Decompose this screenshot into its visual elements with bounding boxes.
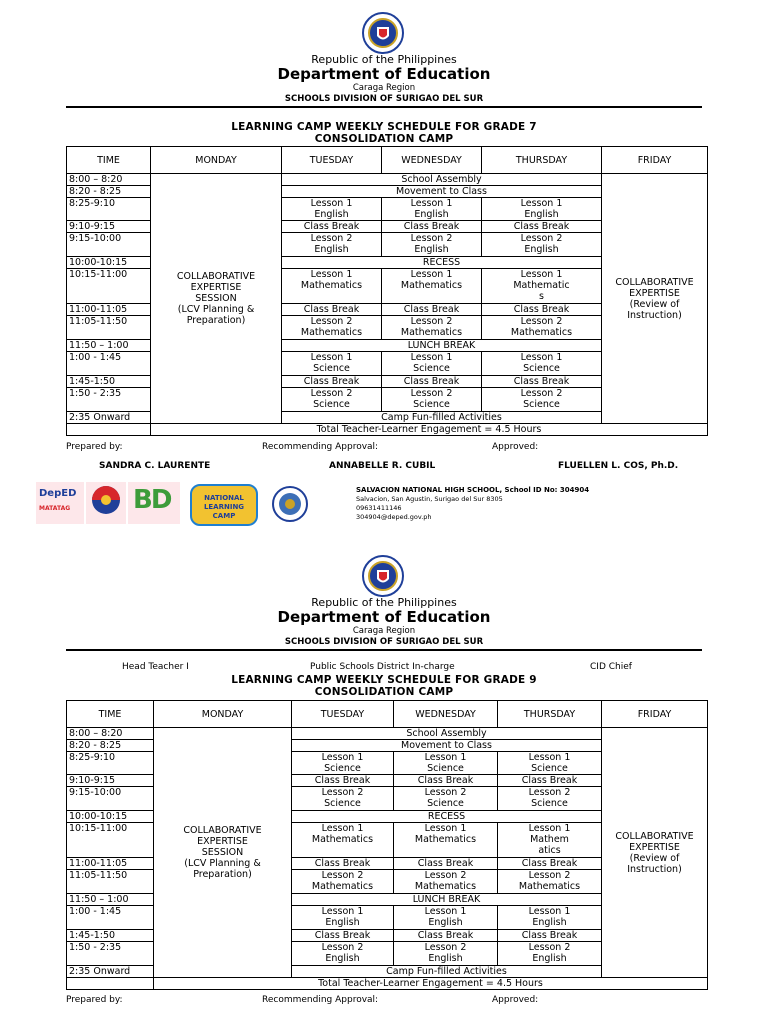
- lesson-cell-thu: Lesson 2 Science: [482, 388, 602, 412]
- lesson-cell-wed: Lesson 2 English: [382, 233, 482, 257]
- column-header-monday: MONDAY: [151, 147, 282, 174]
- time-cell: 9:15-10:00: [67, 233, 151, 257]
- time-cell: 11:00-11:05: [67, 304, 151, 316]
- time-cell: 11:50 – 1:00: [67, 894, 154, 906]
- lesson-cell-tue: Lesson 2 Science: [282, 388, 382, 412]
- time-cell: 8:25-9:10: [67, 198, 151, 221]
- header-divider: [66, 649, 702, 651]
- lesson-cell-thu: Lesson 1 English: [498, 906, 602, 930]
- time-cell: 9:10-9:15: [67, 775, 154, 787]
- lesson-cell-tue: Lesson 2 Mathematics: [282, 316, 382, 340]
- time-cell: 11:05-11:50: [67, 870, 154, 894]
- lesson-cell-tue: Lesson 1 Mathematics: [282, 269, 382, 304]
- lesson-cell-wed: Lesson 2 English: [394, 942, 498, 966]
- lesson-cell-wed: Lesson 2 Mathematics: [382, 316, 482, 340]
- lesson-cell-wed: Lesson 1 Science: [382, 352, 482, 376]
- schedule-table: [66, 700, 708, 990]
- division-name: SCHOOLS DIVISION OF SURIGAO DEL SUR: [284, 637, 484, 647]
- lesson-cell-wed: Class Break: [394, 775, 498, 787]
- lesson-cell-thu: Lesson 1 Mathematic s: [482, 269, 602, 304]
- lesson-cell-thu: Lesson 1 Science: [482, 352, 602, 376]
- school-email: 304904@deped.gov.ph: [356, 513, 432, 521]
- lesson-cell-wed: Class Break: [382, 304, 482, 316]
- recommending-label: Recommending Approval:: [262, 995, 379, 1005]
- monday-session-cell: COLLABORATIVE EXPERTISE SESSION (LCV Planning & Preparation): [151, 174, 282, 424]
- approved-name: FLUELLEN L. COS, Ph.D.: [558, 461, 679, 471]
- lesson-cell-tue: Lesson 1 Science: [282, 352, 382, 376]
- region-name: Caraga Region: [352, 83, 416, 93]
- school-seal-icon: [272, 486, 308, 522]
- activity-span-cell: Camp Fun-filled Activities: [292, 966, 602, 978]
- column-header-thursday: THURSDAY: [482, 147, 602, 174]
- lesson-cell-wed: Lesson 2 Science: [394, 787, 498, 811]
- lesson-cell-tue: Lesson 2 English: [282, 233, 382, 257]
- time-cell: 8:20 - 8:25: [67, 740, 154, 752]
- time-cell: 8:00 – 8:20: [67, 728, 154, 740]
- lesson-cell-wed: Class Break: [394, 930, 498, 942]
- approved-label: Approved:: [492, 995, 539, 1005]
- school-address: Salvacion, San Agustin, Surigao del Sur 8305: [356, 495, 503, 503]
- time-cell: 1:50 - 2:35: [67, 942, 154, 966]
- column-header-thursday: THURSDAY: [498, 701, 602, 728]
- lesson-cell-tue: Lesson 2 English: [292, 942, 394, 966]
- prepared-name: SANDRA C. LAURENTE: [99, 461, 211, 471]
- deped-matatag-logo: DepED MATATAG: [36, 482, 84, 524]
- lesson-cell-thu: Lesson 1 English: [482, 198, 602, 221]
- activity-span-cell: Movement to Class: [292, 740, 602, 752]
- total-row: [67, 978, 708, 990]
- total-spacer: [67, 424, 151, 436]
- recommending-label: Recommending Approval:: [262, 442, 379, 452]
- column-header-tuesday: TUESDAY: [292, 701, 394, 728]
- lesson-cell-wed: Class Break: [382, 376, 482, 388]
- header-row: [67, 701, 708, 728]
- lesson-cell-wed: Class Break: [394, 858, 498, 870]
- activity-span-cell: RECESS: [282, 257, 602, 269]
- lesson-cell-tue: Lesson 1 Science: [292, 752, 394, 775]
- deped-seal-icon: [362, 555, 404, 597]
- lesson-cell-thu: Lesson 1 Mathem atics: [498, 823, 602, 858]
- schedule-row: [67, 728, 708, 740]
- division-name: SCHOOLS DIVISION OF SURIGAO DEL SUR: [284, 94, 484, 104]
- time-cell: 1:00 - 1:45: [67, 906, 154, 930]
- lesson-cell-thu: Class Break: [482, 221, 602, 233]
- time-cell: 11:50 – 1:00: [67, 340, 151, 352]
- recommending-title: Public Schools District In-charge: [310, 662, 455, 672]
- friday-session-cell: COLLABORATIVE EXPERTISE (Review of Instruction): [602, 174, 708, 424]
- time-cell: 8:00 – 8:20: [67, 174, 151, 186]
- lesson-cell-wed: Lesson 1 English: [394, 906, 498, 930]
- prepared-title: Head Teacher I: [122, 662, 189, 672]
- lesson-cell-wed: Lesson 1 English: [382, 198, 482, 221]
- bd-logo: BD: [128, 482, 180, 524]
- lesson-cell-tue: Lesson 2 Mathematics: [292, 870, 394, 894]
- lesson-cell-thu: Class Break: [498, 930, 602, 942]
- header-divider: [66, 106, 702, 108]
- time-cell: 1:00 - 1:45: [67, 352, 151, 376]
- school-info: [356, 486, 589, 522]
- time-cell: 8:25-9:10: [67, 752, 154, 775]
- schedule-row: [67, 174, 708, 186]
- lesson-cell-tue: Class Break: [292, 930, 394, 942]
- lesson-cell-tue: Class Break: [292, 775, 394, 787]
- friday-session-cell: COLLABORATIVE EXPERTISE (Review of Instruction): [602, 728, 708, 978]
- bagong-pilipinas-logo-icon: [86, 482, 126, 524]
- schedule-title: LEARNING CAMP WEEKLY SCHEDULE FOR GRADE 7: [231, 121, 537, 133]
- department-name: Department of Education: [277, 65, 491, 83]
- schedule-subtitle: CONSOLIDATION CAMP: [314, 686, 454, 698]
- lesson-cell-tue: Class Break: [282, 304, 382, 316]
- time-cell: 10:15-11:00: [67, 269, 151, 304]
- school-phone: 09631411146: [356, 504, 402, 512]
- activity-span-cell: Camp Fun-filled Activities: [282, 412, 602, 424]
- column-header-monday: MONDAY: [154, 701, 292, 728]
- lesson-cell-wed: Lesson 1 Mathematics: [382, 269, 482, 304]
- schedule-subtitle: CONSOLIDATION CAMP: [314, 133, 454, 145]
- time-cell: 10:00-10:15: [67, 257, 151, 269]
- recommending-name: ANNABELLE R. CUBIL: [329, 461, 436, 471]
- national-learning-camp-logo: NATIONAL LEARNING CAMP: [190, 484, 258, 526]
- activity-span-cell: LUNCH BREAK: [292, 894, 602, 906]
- time-cell: 1:45-1:50: [67, 376, 151, 388]
- time-cell: 11:00-11:05: [67, 858, 154, 870]
- column-header-friday: FRIDAY: [602, 147, 708, 174]
- time-cell: 1:50 - 2:35: [67, 388, 151, 412]
- time-cell: 8:20 - 8:25: [67, 186, 151, 198]
- header-row: [67, 147, 708, 174]
- lesson-cell-thu: Class Break: [482, 376, 602, 388]
- school-name: SALVACION NATIONAL HIGH SCHOOL, School ID No: 304904: [356, 486, 590, 494]
- activity-span-cell: School Assembly: [282, 174, 602, 186]
- lesson-cell-wed: Class Break: [382, 221, 482, 233]
- region-name: Caraga Region: [352, 626, 416, 636]
- lesson-cell-wed: Lesson 2 Science: [382, 388, 482, 412]
- lesson-cell-thu: Lesson 2 Science: [498, 787, 602, 811]
- time-cell: 11:05-11:50: [67, 316, 151, 340]
- time-cell: 10:00-10:15: [67, 811, 154, 823]
- lesson-cell-thu: Class Break: [498, 775, 602, 787]
- column-header-wednesday: WEDNESDAY: [394, 701, 498, 728]
- activity-span-cell: Movement to Class: [282, 186, 602, 198]
- approved-title: CID Chief: [590, 662, 632, 672]
- approved-label: Approved:: [492, 442, 539, 452]
- lesson-cell-wed: Lesson 1 Science: [394, 752, 498, 775]
- republic-line: Republic of the Philippines: [311, 596, 457, 609]
- monday-session-cell: COLLABORATIVE EXPERTISE SESSION (LCV Planning & Preparation): [154, 728, 292, 978]
- lesson-cell-thu: Lesson 1 Science: [498, 752, 602, 775]
- column-header-time: TIME: [67, 701, 154, 728]
- column-header-friday: FRIDAY: [602, 701, 708, 728]
- lesson-cell-thu: Class Break: [498, 858, 602, 870]
- total-spacer: [67, 978, 154, 990]
- lesson-cell-thu: Lesson 2 English: [482, 233, 602, 257]
- prepared-by-label: Prepared by:: [66, 995, 123, 1005]
- deped-seal-icon: [362, 12, 404, 54]
- activity-span-cell: School Assembly: [292, 728, 602, 740]
- lesson-cell-thu: Class Break: [482, 304, 602, 316]
- prepared-by-label: Prepared by:: [66, 442, 123, 452]
- lesson-cell-tue: Lesson 1 English: [292, 906, 394, 930]
- department-name: Department of Education: [277, 608, 491, 626]
- lesson-cell-thu: Lesson 2 Mathematics: [482, 316, 602, 340]
- total-row: [67, 424, 708, 436]
- time-cell: 9:15-10:00: [67, 787, 154, 811]
- lesson-cell-tue: Class Break: [282, 376, 382, 388]
- lesson-cell-wed: Lesson 2 Mathematics: [394, 870, 498, 894]
- total-engagement: Total Teacher-Learner Engagement = 4.5 Hours: [151, 424, 708, 436]
- lesson-cell-thu: Lesson 2 Mathematics: [498, 870, 602, 894]
- column-header-wednesday: WEDNESDAY: [382, 147, 482, 174]
- time-cell: 9:10-9:15: [67, 221, 151, 233]
- activity-span-cell: RECESS: [292, 811, 602, 823]
- lesson-cell-tue: Class Break: [282, 221, 382, 233]
- schedule-title: LEARNING CAMP WEEKLY SCHEDULE FOR GRADE 9: [231, 674, 537, 686]
- lesson-cell-thu: Lesson 2 English: [498, 942, 602, 966]
- schedule-table: [66, 146, 708, 436]
- activity-span-cell: LUNCH BREAK: [282, 340, 602, 352]
- footer-logos: [36, 482, 736, 528]
- column-header-time: TIME: [67, 147, 151, 174]
- time-cell: 2:35 Onward: [67, 412, 151, 424]
- lesson-cell-tue: Lesson 1 English: [282, 198, 382, 221]
- time-cell: 1:45-1:50: [67, 930, 154, 942]
- lesson-cell-tue: Lesson 2 Science: [292, 787, 394, 811]
- time-cell: 10:15-11:00: [67, 823, 154, 858]
- total-engagement: Total Teacher-Learner Engagement = 4.5 Hours: [154, 978, 708, 990]
- lesson-cell-wed: Lesson 1 Mathematics: [394, 823, 498, 858]
- time-cell: 2:35 Onward: [67, 966, 154, 978]
- lesson-cell-tue: Class Break: [292, 858, 394, 870]
- column-header-tuesday: TUESDAY: [282, 147, 382, 174]
- lesson-cell-tue: Lesson 1 Mathematics: [292, 823, 394, 858]
- republic-line: Republic of the Philippines: [311, 53, 457, 66]
